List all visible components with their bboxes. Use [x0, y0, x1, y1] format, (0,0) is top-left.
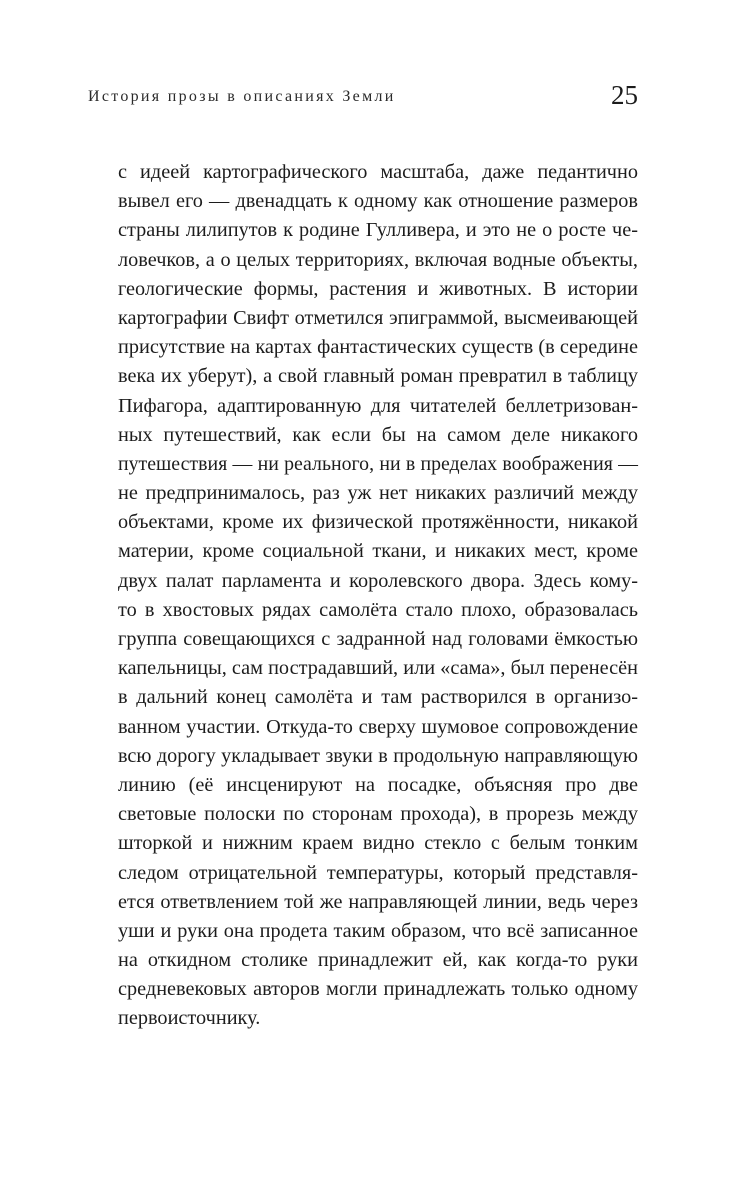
text-line: присутствие на картах фантастических существ (в середине	[118, 336, 638, 359]
text-line: века их уберут), а свой главный роман превратил в таблицу	[118, 365, 638, 388]
page-number: 25	[611, 80, 638, 110]
text-line: шторкой и нижним краем видно стекло с белым тонким	[118, 832, 638, 855]
text-line: объектами, кроме их физической протяжённости, никакой	[118, 511, 638, 534]
text-line: картографии Свифт отметился эпиграммой, высмеивающей	[118, 306, 638, 329]
text-line: то в хвостовых рядах самолёта стало плохо, образовалась	[118, 598, 638, 621]
text-line: путешествия — ни реального, ни в пределах воображения —	[118, 452, 638, 475]
running-title: История прозы в описаниях Земли	[88, 88, 396, 105]
text-line: ных путешествий, как если бы на самом деле никакого	[118, 423, 638, 446]
text-line: не предпринималось, раз уж нет никаких различий между	[118, 482, 638, 505]
text-line: капельницы, сам пострадавший, или «сама», был перенесён	[118, 657, 638, 680]
text-line: Пифагора, адаптированную для читателей беллетризован-	[118, 394, 638, 417]
text-line: вывел его — двенадцать к одному как отношение размеров	[118, 190, 638, 213]
text-line: первоисточнику.	[118, 1007, 261, 1030]
text-line: средневековых авторов могли принадлежать только одному	[118, 978, 638, 1001]
text-line: страны лилипутов к родине Гулливера, и это не о росте че-	[118, 219, 638, 242]
text-line: ловечков, а о целых территориях, включая водные объекты,	[118, 248, 638, 271]
text-line: на откидном столике принадлежит ей, как когда-то руки	[118, 949, 638, 972]
text-line: геологические формы, растения и животных. В истории	[118, 277, 638, 300]
text-line: ется ответвлением той же направляющей линии, ведь через	[118, 890, 638, 913]
text-line: группа совещающихся с задранной над головами ёмкостью	[118, 628, 638, 650]
text-line: ванном участии. Откуда-то сверху шумовое сопровождение	[118, 715, 638, 738]
text-line: следом отрицательной температуры, который представля-	[118, 861, 638, 884]
body-text	[118, 158, 638, 1034]
running-header	[86, 80, 638, 114]
text-line: уши и руки она продета таким образом, что всё записанное	[118, 919, 638, 942]
text-line: с идеей картографического масштаба, даже педантично	[118, 161, 638, 183]
text-line: двух палат парламента и королевского двора. Здесь кому-	[118, 569, 638, 592]
text-line: всю дорогу укладывает звуки в продольную направляющую	[118, 744, 638, 767]
text-line: материи, кроме социальной ткани, и никаких мест, кроме	[118, 540, 638, 563]
text-line: световые полоски по сторонам прохода), в прорезь между	[118, 803, 638, 826]
text-line: в дальний конец самолёта и там растворился в организо-	[118, 686, 638, 709]
text-line: линию (её инсценируют на посадке, объясняя про две	[118, 773, 638, 796]
